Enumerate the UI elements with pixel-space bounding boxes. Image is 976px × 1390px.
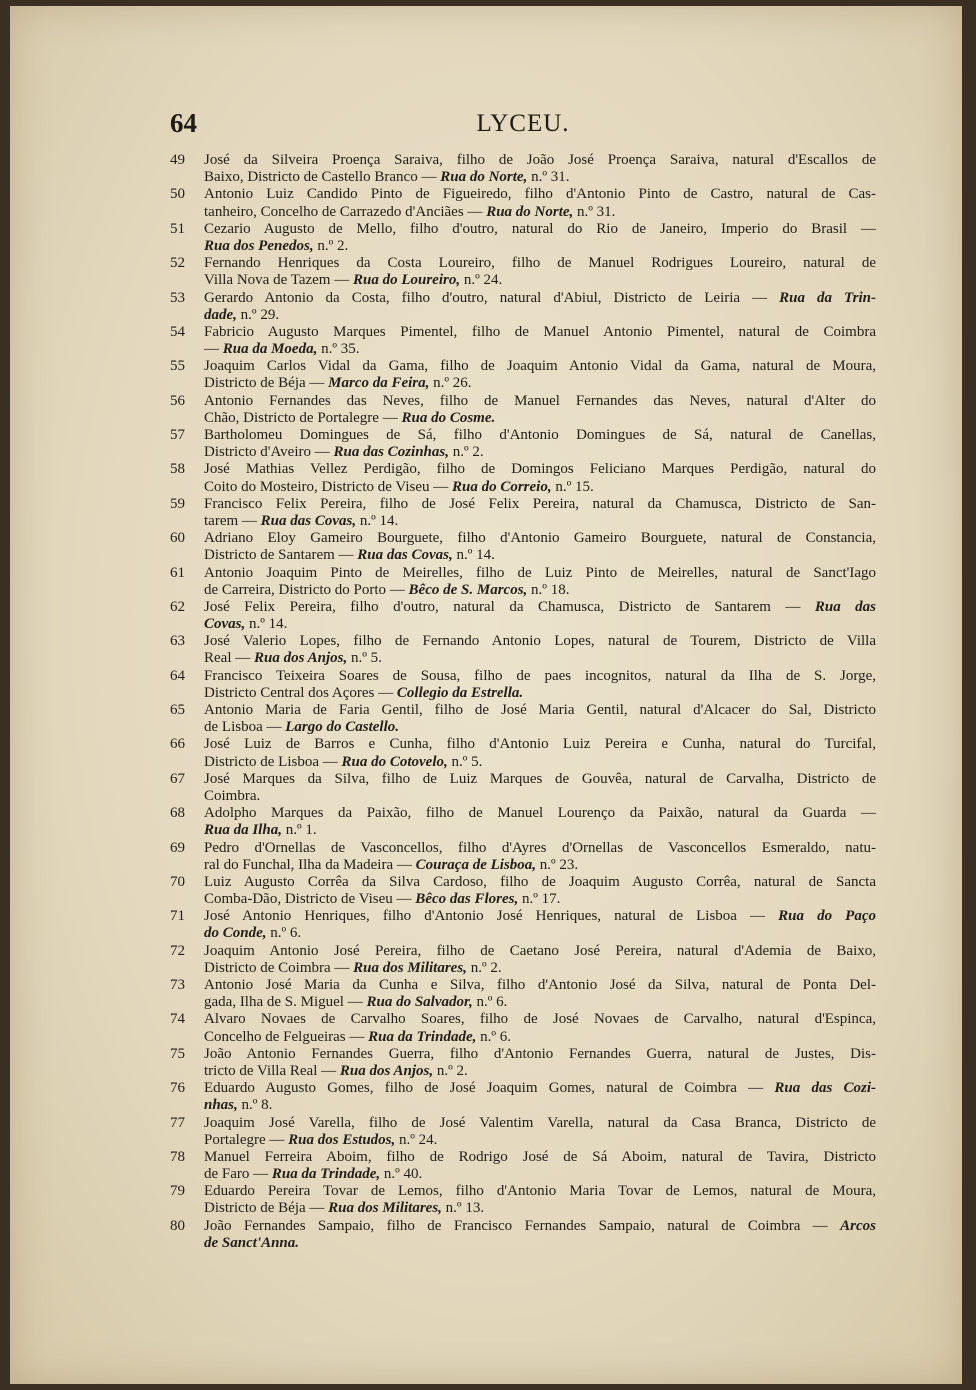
book-page	[10, 6, 962, 1384]
entry-line: Antonio Fernandes das Neves, filho de Manuel Fernandes das Neves, natural d'Alter do	[204, 392, 876, 409]
list-entry	[170, 908, 876, 942]
street-name: Rua dos Estudos,	[288, 1131, 396, 1148]
entry-line: José Valerio Lopes, filho de Fernando Antonio Lopes, natural de Tourem, Districto de Villa	[204, 633, 876, 650]
entry-line: Districto Central dos Açores — Collegio da Estrella.	[204, 684, 524, 701]
street-name: Covas,	[204, 616, 246, 633]
entry-line: José da Silveira Proença Saraiva, filho de João José Proença Saraiva, natural d'Escallos de	[204, 152, 876, 168]
street-name: Rua da Trin-	[779, 289, 876, 306]
entry-line: Districto de Santarem — Rua das Covas, n.º 14.	[204, 547, 495, 564]
entry-line: Districto de Béja — Rua dos Militares, n.º 13.	[204, 1200, 485, 1217]
street-name: Rua da Moeda,	[222, 341, 318, 358]
list-entry	[170, 290, 876, 324]
list-entry	[170, 255, 876, 289]
entry-number: 78	[170, 1148, 185, 1165]
entry-number: 72	[170, 942, 185, 959]
entry-number: 58	[170, 461, 185, 478]
entry-line: Joaquim Carlos Vidal da Gama, filho de Joaquim Antonio Vidal da Gama, natural de Moura,	[204, 358, 876, 375]
list-entry	[170, 461, 876, 495]
entry-number: 75	[170, 1045, 185, 1062]
entry-number: 54	[170, 323, 185, 340]
street-name: Rua dos Militares,	[353, 959, 467, 976]
list-entry	[170, 702, 876, 736]
running-title: LYCEU.	[476, 110, 570, 137]
entry-line: Pedro d'Ornellas de Vasconcellos, filho d'Ayres d'Ornellas de Vasconcellos Esmeraldo, natu-	[204, 839, 876, 856]
entry-line: Antonio José Maria da Cunha e Silva, filho d'Antonio José da Silva, natural de Ponta Del-	[204, 977, 876, 993]
student-list	[170, 152, 876, 1252]
street-name: Rua do Norte,	[440, 169, 528, 186]
entry-line: Chão, Districto de Portalegre — Rua do Cosme.	[204, 409, 496, 426]
entry-line: dade, n.º 29.	[204, 306, 280, 323]
entry-line: João Antonio Fernandes Guerra, filho d'Antonio Fernandes Guerra, natural de Justes, Dis-	[204, 1045, 876, 1062]
entry-line: José Mathias Vellez Perdigão, filho de Domingos Feliciano Marques Perdigão, natural do	[204, 461, 876, 478]
entry-number: 71	[170, 908, 185, 925]
list-entry	[170, 1149, 876, 1183]
street-name: do Conde,	[204, 925, 267, 942]
entry-line: Districto d'Aveiro — Rua das Cozinhas, n.º 2.	[204, 444, 484, 461]
entry-line: — Rua da Moeda, n.º 35.	[204, 341, 360, 358]
page-number: 64	[170, 108, 197, 138]
list-entry	[170, 530, 876, 564]
street-name: Rua do Norte,	[486, 203, 574, 220]
list-entry	[170, 496, 876, 530]
street-name: Rua da Trindade,	[368, 1028, 477, 1045]
entry-number: 64	[170, 667, 185, 684]
entry-line: Real — Rua dos Anjos, n.º 5.	[204, 650, 382, 667]
entry-number: 74	[170, 1011, 185, 1028]
entry-line: Fernando Henriques da Costa Loureiro, filho de Manuel Rodrigues Loureiro, natural de	[204, 255, 876, 272]
entry-number: 69	[170, 839, 185, 856]
entry-line: Rua da Ilha, n.º 1.	[204, 822, 317, 839]
entry-line: Concelho de Felgueiras — Rua da Trindade, n.º 6.	[204, 1028, 512, 1045]
entry-line: Francisco Teixeira Soares de Sousa, filho de paes incognitos, natural da Ilha de S. Jorge,	[204, 667, 876, 684]
street-name: Rua dos Anjos,	[254, 650, 348, 667]
entry-number: 52	[170, 255, 185, 272]
list-entry	[170, 1183, 876, 1217]
list-entry	[170, 324, 876, 358]
list-entry	[170, 186, 876, 220]
entry-line: Adriano Eloy Gameiro Bourguete, filho d'Antonio Gameiro Bourguete, natural de Constancia,	[204, 530, 876, 547]
entry-number: 79	[170, 1183, 185, 1200]
entry-number: 67	[170, 770, 185, 787]
list-entry	[170, 977, 876, 1011]
entry-number: 61	[170, 564, 185, 581]
list-entry	[170, 221, 876, 255]
list-entry	[170, 874, 876, 908]
entry-number: 50	[170, 186, 185, 203]
entry-line: José Felix Pereira, filho d'outro, natural da Chamusca, Districto de Santarem — Rua das	[204, 598, 877, 615]
street-name: Largo do Castello.	[285, 719, 399, 736]
entry-line: Adolpho Marques da Paixão, filho de Manuel Lourenço da Paixão, natural da Guarda —	[204, 805, 876, 822]
entry-number: 60	[170, 530, 185, 547]
street-name: Rua da Trindade,	[271, 1166, 381, 1183]
entry-line: Rua dos Penedos, n.º 2.	[204, 237, 349, 254]
entry-number: 57	[170, 427, 185, 443]
entry-line: gada, Ilha de S. Miguel — Rua do Salvador, n.º 6.	[204, 994, 508, 1011]
list-entry	[170, 393, 876, 427]
entry-line: Bartholomeu Domingues de Sá, filho d'Antonio Domingues de Sá, natural de Canellas,	[204, 427, 876, 443]
list-entry	[170, 1080, 876, 1114]
entry-line: Fabricio Augusto Marques Pimentel, filho de Manuel Antonio Pimentel, natural de Coimbra	[204, 323, 876, 340]
list-entry	[170, 1218, 876, 1252]
street-name: Rua das Covas,	[357, 547, 453, 564]
street-name: Marco da Feira,	[328, 375, 430, 392]
list-entry	[170, 152, 876, 186]
entry-line: Covas, n.º 14.	[204, 616, 288, 633]
entry-line: Luiz Augusto Corrêa da Silva Cardoso, filho de Joaquim Augusto Corrêa, natural de Sancta	[204, 873, 876, 890]
entry-number: 76	[170, 1080, 185, 1097]
list-entry	[170, 633, 876, 667]
list-entry	[170, 565, 876, 599]
entry-line: Eduardo Augusto Gomes, filho de José Joaquim Gomes, natural de Coimbra — Rua das Cozi-	[204, 1080, 876, 1097]
entry-line: tanheiro, Concelho de Carrazedo d'Anciães — Rua do Norte, n.º 31.	[204, 203, 616, 220]
entry-line: Antonio Maria de Faria Gentil, filho de José Maria Gentil, natural d'Alcacer do Sal, Districto	[204, 702, 876, 718]
entry-line: tricto de Villa Real — Rua dos Anjos, n.º 2.	[204, 1062, 468, 1079]
entry-line: Districto de Béja — Marco da Feira, n.º 26.	[204, 375, 472, 392]
entry-number: 65	[170, 702, 185, 718]
list-entry	[170, 736, 876, 770]
entry-line: de Faro — Rua da Trindade, n.º 40.	[204, 1166, 423, 1183]
street-name: Bêco das Flores,	[415, 891, 519, 908]
entry-line: Antonio Luiz Candido Pinto de Figueiredo, filho d'Antonio Pinto de Castro, natural de Cas-	[204, 186, 876, 203]
entry-line: Coito do Mosteiro, Districto de Viseu — Rua do Correio, n.º 15.	[204, 478, 594, 495]
entry-number: 59	[170, 495, 185, 512]
street-name: Arcos	[840, 1217, 876, 1234]
entry-number: 66	[170, 736, 185, 753]
street-name: Rua da Ilha,	[204, 822, 282, 839]
running-head	[170, 108, 876, 144]
entry-line: José Marques da Silva, filho de Luiz Marques de Gouvêa, natural de Carvalha, Districto de	[204, 770, 876, 787]
entry-line: Eduardo Pereira Tovar de Lemos, filho d'Antonio Maria Tovar de Lemos, natural de Moura,	[204, 1183, 876, 1200]
entry-number: 56	[170, 392, 185, 409]
entry-number: 77	[170, 1114, 185, 1131]
list-entry	[170, 427, 876, 461]
street-name: Rua das Cozi-	[774, 1080, 876, 1097]
list-entry	[170, 840, 876, 874]
entry-line: tarem — Rua das Covas, n.º 14.	[204, 512, 399, 529]
list-entry	[170, 358, 876, 392]
entry-line: Gerardo Antonio da Costa, filho d'outro, natural d'Abiul, Districto de Leiria — Rua da Trin-	[204, 289, 876, 306]
entry-line: Districto de Lisboa — Rua do Cotovelo, n.º 5.	[204, 753, 483, 770]
entry-number: 53	[170, 289, 185, 306]
entry-line: Alvaro Novaes de Carvalho Soares, filho de José Novaes de Carvalho, natural d'Espinca,	[204, 1011, 876, 1028]
entry-line	[204, 1235, 876, 1252]
street-name: Rua do Loureiro,	[352, 272, 461, 289]
entry-number: 73	[170, 977, 185, 993]
entry-line: Comba-Dão, Districto de Viseu — Bêco das Flores, n.º 17.	[204, 891, 561, 908]
street-name: Rua dos Militares,	[328, 1200, 442, 1217]
list-entry	[170, 1046, 876, 1080]
entry-line: Francisco Felix Pereira, filho de José Felix Pereira, natural da Chamusca, Districto de San-	[204, 495, 876, 512]
street-name: de Sanct'Anna.	[204, 1234, 300, 1251]
entry-line: Villa Nova de Tazem — Rua do Loureiro, n.º 24.	[204, 272, 503, 289]
entry-line: Manuel Ferreira Aboim, filho de Rodrigo José de Sá Aboim, natural de Tavira, Districto	[204, 1148, 876, 1165]
street-name: Rua do Salvador,	[366, 994, 473, 1011]
street-name: Rua dos Penedos,	[204, 237, 314, 254]
list-entry	[170, 599, 876, 633]
entry-number: 63	[170, 633, 185, 650]
list-entry	[170, 771, 876, 805]
street-name: dade,	[204, 306, 237, 323]
street-name: Rua dos Anjos,	[339, 1062, 434, 1079]
entry-line: José Luiz de Barros e Cunha, filho d'Antonio Luiz Pereira e Cunha, natural do Turcifal,	[204, 736, 876, 753]
entry-number: 80	[170, 1217, 185, 1234]
entry-number: 70	[170, 873, 185, 890]
entry-line: Antonio Joaquim Pinto de Meirelles, filho de Luiz Pinto de Meirelles, natural de Sanct'Iago	[204, 564, 876, 581]
entry-line: do Conde, n.º 6.	[204, 925, 302, 942]
entry-number: 55	[170, 358, 185, 375]
street-name: Couraça de Lisboa,	[415, 856, 537, 873]
street-name: Rua das Covas,	[260, 512, 357, 529]
street-name: Rua das Cozinhas,	[333, 444, 449, 461]
street-name: Rua do Cotovelo,	[341, 753, 448, 770]
entry-line: Portalegre — Rua dos Estudos, n.º 24.	[204, 1131, 438, 1148]
entry-line: Districto de Coimbra — Rua dos Militares, n.º 2.	[204, 959, 502, 976]
street-name: Bêco de S. Marcos,	[408, 581, 528, 598]
list-entry	[170, 805, 876, 839]
street-name: Rua do Paço	[778, 908, 876, 925]
entry-number: 49	[170, 152, 185, 168]
entry-line: ral do Funchal, Ilha da Madeira — Couraça de Lisboa, n.º 23.	[204, 856, 579, 873]
list-entry	[170, 668, 876, 702]
entry-line: João Fernandes Sampaio, filho de Francisco Fernandes Sampaio, natural de Coimbra — Arcos	[204, 1217, 876, 1234]
list-entry	[170, 1115, 876, 1149]
entry-line: de Lisboa — Largo do Castello.	[204, 719, 399, 736]
entry-number: 51	[170, 220, 185, 237]
street-name: Rua do Correio,	[451, 478, 552, 495]
entry-line: Cezario Augusto de Mello, filho d'outro, natural do Rio de Janeiro, Imperio do Brasil —	[204, 220, 876, 237]
entry-line: Joaquim Antonio José Pereira, filho de Caetano José Pereira, natural d'Ademia de Baixo,	[204, 942, 876, 959]
entry-line: Joaquim José Varella, filho de José Valentim Varella, natural da Casa Branca, Districto de	[204, 1114, 876, 1131]
street-name: nhas,	[204, 1097, 238, 1114]
street-name: Rua do Cosme.	[401, 409, 496, 426]
street-name: Rua das	[814, 598, 877, 615]
list-entry	[170, 943, 876, 977]
entry-number: 62	[170, 598, 185, 615]
street-name: Collegio da Estrella.	[396, 684, 524, 701]
entry-line: de Carreira, Districto do Porto — Bêco de S. Marcos, n.º 18.	[204, 581, 570, 598]
entry-line: José Antonio Henriques, filho d'Antonio José Henriques, natural de Lisboa — Rua do Paço	[204, 908, 876, 925]
entry-line: Baixo, Districto de Castello Branco — Rua do Norte, n.º 31.	[204, 169, 570, 186]
entry-line: nhas, n.º 8.	[204, 1097, 273, 1114]
entry-number: 68	[170, 805, 185, 822]
entry-line: Coimbra.	[204, 787, 261, 804]
list-entry	[170, 1011, 876, 1045]
